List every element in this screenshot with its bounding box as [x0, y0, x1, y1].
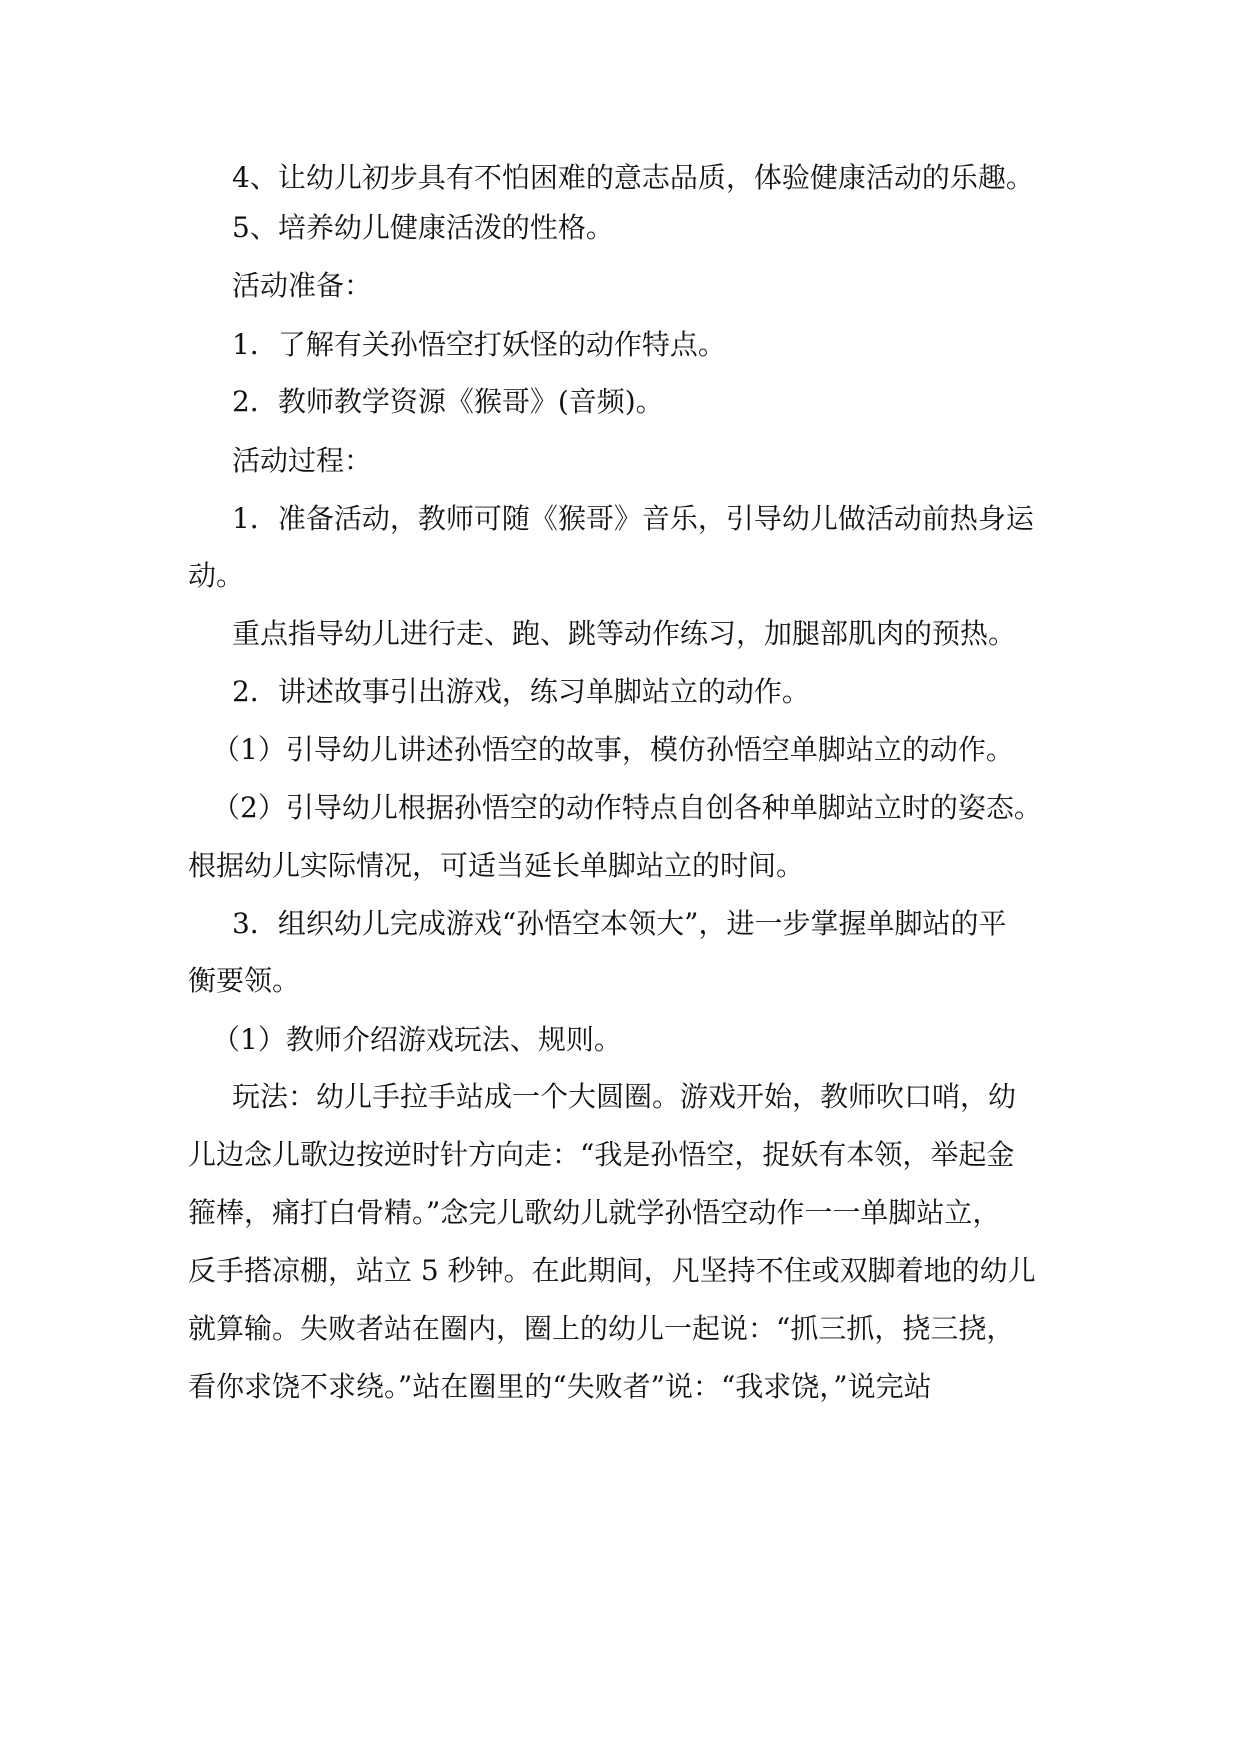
- text-line-process-3: 3．组织幼儿完成游戏“孙悟空本领大”，进一步掌握单脚站的平: [232, 907, 1007, 940]
- text-line-rules-4: 反手搭凉棚，站立 5 秒钟。在此期间，凡坚持不住或双脚着地的幼儿: [188, 1254, 1036, 1287]
- text-line-process-1: 1．准备活动，教师可随《猴哥》音乐，引导幼儿做活动前热身运: [232, 502, 1034, 535]
- text-line-rules-6: 看你求饶不求绕。”站在圈里的“失败者”说：“我求饶，”说完站: [188, 1370, 932, 1403]
- text-line-process-2-2-cont: 根据幼儿实际情况，可适当延长单脚站立的时间。: [188, 849, 805, 882]
- text-line-process-2-1: （1）引导幼儿讲述孙悟空的故事，模仿孙悟空单脚站立的动作。: [212, 733, 1014, 766]
- text-line-rules-5: 就算输。失败者站在圈内，圈上的幼儿一起说：“抓三抓，挠三挠，: [188, 1312, 1015, 1345]
- text-line-rules-3: 箍棒，痛打白骨精。”念完儿歌幼儿就学孙悟空动作一一单脚站立，: [188, 1196, 1001, 1229]
- text-line-rules-1: 玩法：幼儿手拉手站成一个大圆圈。游戏开始，教师吹口哨，幼: [232, 1080, 1017, 1113]
- text-line-process-1-cont: 动。: [188, 559, 245, 592]
- text-line-prep-2: 2．教师教学资源《猴哥》(音频)。: [232, 385, 664, 418]
- text-line-process-3-1: （1）教师介绍游戏玩法、规则。: [212, 1023, 622, 1056]
- section-heading-preparation: 活动准备：: [232, 269, 373, 302]
- text-line-process-2-2: （2）引导幼儿根据孙悟空的动作特点自创各种单脚站立时的姿态。: [212, 791, 1042, 824]
- text-line-prep-1: 1．了解有关孙悟空打妖怪的动作特点。: [232, 328, 726, 361]
- text-line-rules-2: 儿边念儿歌边按逆时针方向走：“我是孙悟空，捉妖有本领，举起金: [188, 1138, 1015, 1171]
- text-line-process-1-focus: 重点指导幼儿进行走、跑、跳等动作练习，加腿部肌肉的预热。: [232, 617, 1017, 650]
- text-line-process-3-cont: 衡要领。: [188, 964, 301, 997]
- text-line-goal-5: 5、培养幼儿健康活泼的性格。: [232, 211, 614, 244]
- text-line-process-2: 2．讲述故事引出游戏，练习单脚站立的动作。: [232, 675, 810, 708]
- text-line-goal-4: 4、让幼儿初步具有不怕困难的意志品质，体验健康活动的乐趣。: [232, 161, 1034, 194]
- section-heading-process: 活动过程：: [232, 444, 373, 477]
